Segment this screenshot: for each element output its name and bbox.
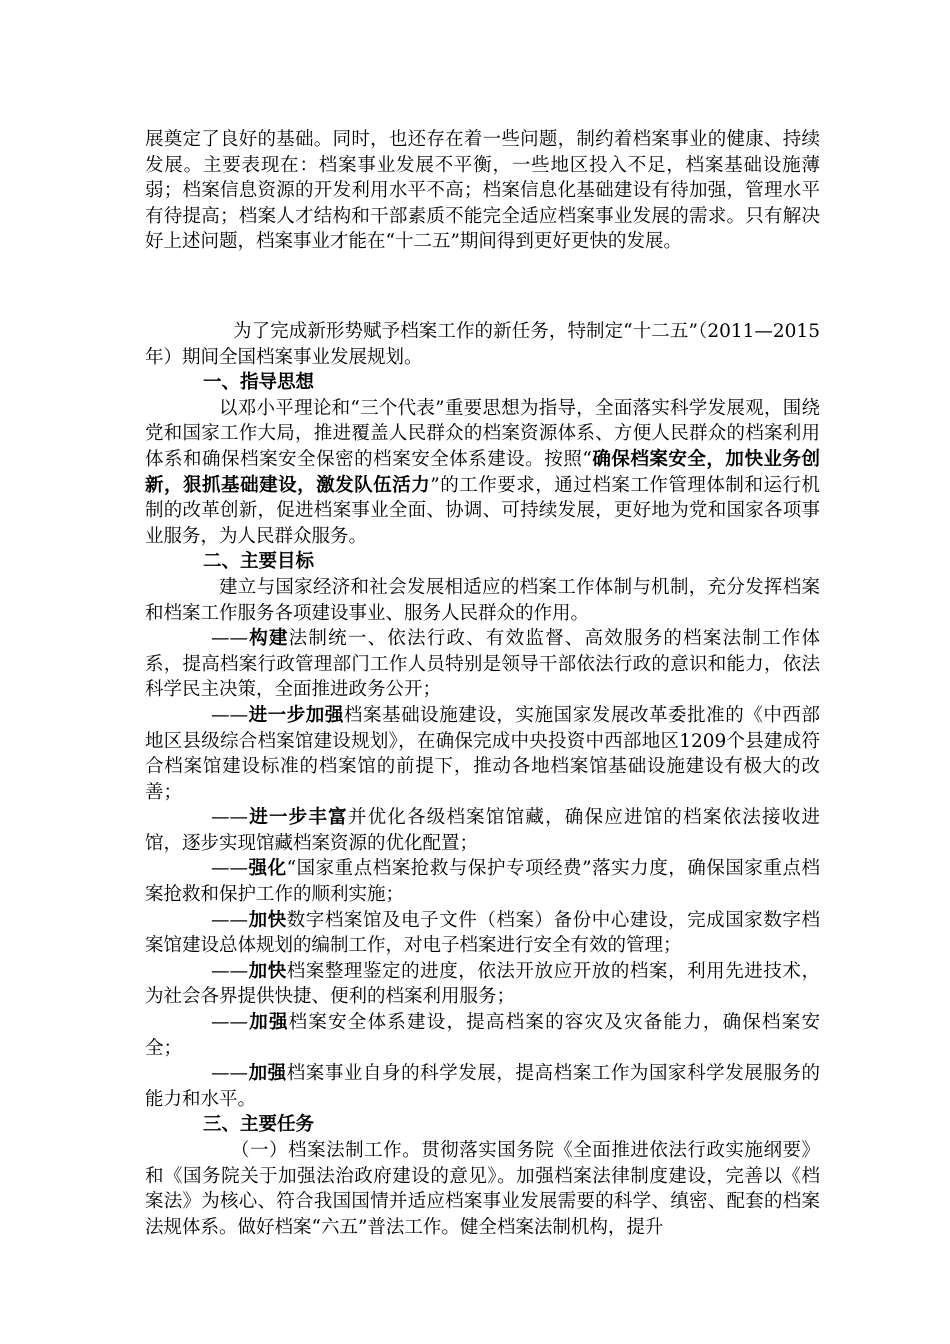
goal-dash: ——	[211, 1063, 248, 1085]
goal-keyword: 进一步加强	[248, 704, 344, 726]
goal-text: 法制统一、依法行政、有效监督、高效服务的档案法制工作体系，提高档案行政管理部门工作人员特别是领导干部依法行政的意识和能力，依法科学民主决策，全面推进政务公开；	[145, 628, 820, 701]
goal-item	[145, 959, 820, 1010]
goal-text: 档案安全体系建设，提高档案的容灾及灾备能力，确保档案安全；	[145, 1012, 820, 1059]
goal-dash: ——	[211, 1012, 248, 1034]
main-tasks-paragraph: （一）档案法制工作。贯彻落实国务院《全面推进依法行政实施纲要》和《国务院关于加强法治政府建设的意见》。加强档案法律制度建设，完善以《档案法》为核心、符合我国国情并适应档案事业发展需要的科学、缜密、配套的档案法规体系。做好档案“六五”普法工作。健全档案法制机构，提升	[145, 1140, 820, 1238]
goal-item	[145, 626, 820, 703]
goal-keyword: 强化	[248, 858, 287, 880]
goal-text: 档案基础设施建设，实施国家发展改革委批准的《中西部地区县级综合档案馆建设规划》，在确保完成中央投资中西部地区1209个县建成符合档案馆建设标准的档案馆的前提下，推动各地档案馆基础设施建设有极大的改善；	[145, 704, 820, 803]
goal-item	[145, 856, 820, 907]
intro-text: 展奠定了良好的基础。同时，也还存在着一些问题，制约着档案事业的健康、持续发展。主要表现在：档案事业发展不平衡，一些地区投入不足，档案基础设施薄弱；档案信息资源的开发利用水平不高；档案信息化基础建设有待加强，管理水平有待提高；档案人才结构和干部素质不能完全适应档案事业发展的需求。只有解决好上述问题，档案事业才能在“十二五”期间得到更好更快的发展。	[145, 129, 820, 253]
goal-item	[145, 908, 820, 959]
goal-dash: ——	[211, 909, 248, 931]
goal-dash: ——	[211, 807, 248, 829]
goal-dash: ——	[211, 628, 248, 650]
goal-dash: ——	[211, 858, 248, 880]
goal-item	[145, 805, 820, 856]
goal-keyword: 加快	[248, 909, 287, 931]
section-heading-main-goals: 二、主要目标	[203, 551, 315, 573]
main-body	[145, 319, 820, 1240]
goal-text: “国家重点档案抢救与保护专项经费”落实力度，确保国家重点档案抢救和保护工作的顺利实施；	[145, 858, 820, 906]
main-goals-paragraph: 建立与国家经济和社会发展相适应的档案工作体制与机制，充分发挥档案和档案工作服务各项建设事业、服务人民群众的作用。	[145, 576, 820, 624]
goal-dash: ——	[211, 960, 248, 982]
goal-keyword: 加强	[248, 1012, 289, 1034]
guiding-ideology-text-end: ”的工作要求，通过档案工作管理体制和运行机制的改革创新，促进档案事业全面、协调、可持续发展，更好地为党和国家各项事业服务，为人民群众服务。	[145, 474, 820, 547]
intro-paragraph	[145, 127, 820, 255]
goal-keyword: 进一步丰富	[248, 807, 348, 829]
goal-text: 并优化各级档案馆馆藏，确保应进馆的档案依法接收进馆，逐步实现馆藏档案资源的优化配置；	[145, 807, 820, 854]
goal-text: 数字档案馆及电子文件（档案）备份中心建设，完成国家数字档案馆建设总体规划的编制工作，对电子档案进行安全有效的管理；	[145, 909, 820, 957]
section-heading-guiding-ideology: 一、指导思想	[203, 372, 315, 394]
section-heading-main-tasks: 三、主要任务	[203, 1114, 315, 1136]
guiding-ideology-bold-text: 确保档案安全，加快业务创新，狠抓基础建设，激发队伍活力	[145, 448, 820, 496]
goal-item	[145, 1010, 820, 1061]
guiding-ideology-paragraph	[145, 396, 820, 550]
goal-dash: ——	[211, 704, 248, 726]
guiding-ideology-text: 以邓小平理论和“三个代表”重要思想为指导，全面落实科学发展观，围绕党和国家工作大局，推进覆盖人民群众的档案资源体系、方便人民群众的档案利用体系和确保档案安全保密的档案安全体系建设。按照“	[145, 397, 820, 470]
goal-keyword: 加快	[248, 960, 287, 982]
goal-item	[145, 703, 820, 805]
purpose-paragraph: 为了完成新形势赋予档案工作的新任务，特制定“十二五”（2011—2015年）期间全国档案事业发展规划。	[145, 321, 820, 368]
goal-text: 档案事业自身的科学发展，提高档案工作为国家科学发展服务的能力和水平。	[145, 1063, 820, 1110]
goal-keyword: 构建	[248, 628, 289, 650]
goal-text: 档案整理鉴定的进度，依法开放应开放的档案，利用先进技术，为社会各界提供快捷、便利的档案利用服务；	[145, 960, 820, 1008]
goal-keyword: 加强	[248, 1063, 287, 1085]
goal-item	[145, 1061, 820, 1112]
